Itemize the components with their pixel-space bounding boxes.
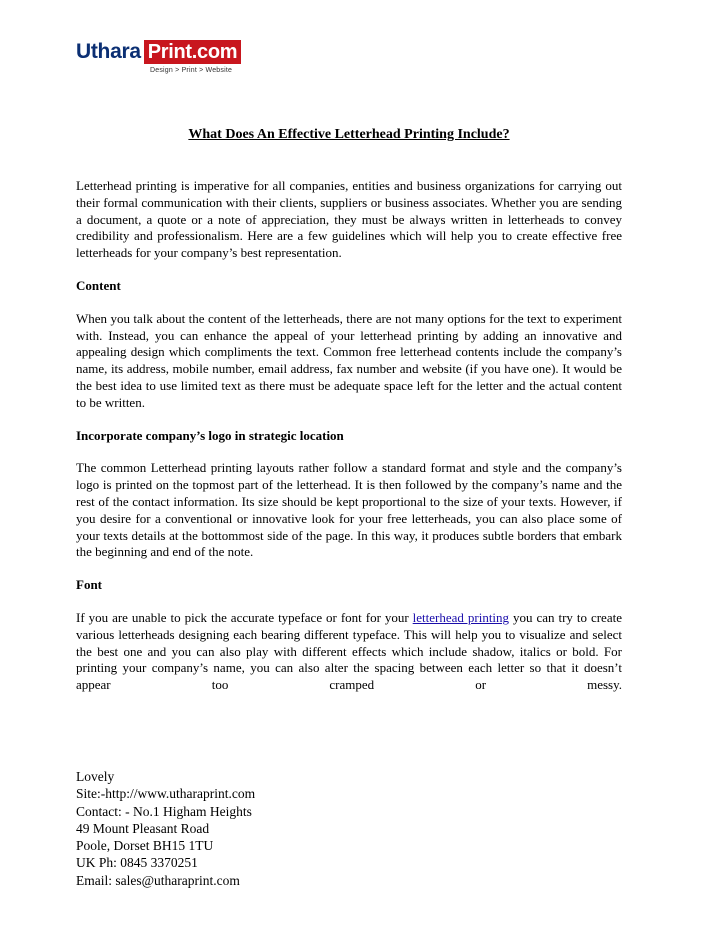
intro-paragraph: Letterhead printing is imperative for all companies, entities and business organizations for carrying out their formal communication with their clients, suppliers or business associates. Whether you are sending a document, a quote or a note of appreciation, they must be always written in letterheads to convey credibility and professionalism. Here are a few guidelines which will help you to create effective free letterheads for your company’s best representation.: [76, 178, 622, 261]
footer-line-email: Email: sales@utharaprint.com: [76, 872, 240, 888]
letterhead-printing-link[interactable]: letterhead printing: [412, 609, 510, 625]
footer-line-street: 49 Mount Pleasant Road: [76, 820, 210, 836]
section-heading-content: Content: [76, 277, 121, 293]
document-body: [76, 178, 622, 710]
logo-brand-left: Uthara: [76, 40, 141, 63]
footer-line-phone: UK Ph: 0845 3370251: [76, 855, 198, 871]
section-heading-font: Font: [76, 577, 102, 593]
logo-wordmark: [76, 40, 248, 64]
document-title: What Does An Effective Letterhead Printing Include?: [188, 127, 510, 142]
logo-tagline: Design > Print > Website: [150, 67, 233, 74]
section-body-font: [76, 610, 622, 694]
contact-footer: [76, 768, 476, 889]
font-text-after-link: you can try to create various letterheads designing each bearing different typeface. This will help you to visualize and select the best one and you can also play with different effects which include shadow, italics or bold. For printing your company’s name, you can also alter the spacing between each letter so that it doesn’t appear too cramped or messy.: [76, 609, 622, 693]
section-body-logo: The common Letterhead printing layouts rather follow a standard format and style and the company’s logo is printed on the topmost part of the letterhead. It is then followed by the company’s name and the rest of the contact information. Its size should be kept proportional to the size of your texts. However, if you desire for a conventional or innovative look for your free letterheads, you can also place some of your texts details at the bottommost side of the page. In this way, it produces subtle borders that embark the beginning and end of the note.: [76, 460, 622, 560]
footer-line-site: Site:-http://www.utharaprint.com: [76, 786, 256, 802]
company-logo: [76, 40, 248, 80]
section-body-content: When you talk about the content of the letterheads, there are not many options for the text to experiment with. Instead, you can enhance the appeal of your letterhead printing by adding an innovative and appealing design which compliments the text. Common free letterhead contents include the company’s name, its address, mobile number, email address, fax number and website (if you have one). It would be the best idea to use limited text as there must be adequate space left for the letter and the actual content to be written.: [76, 310, 622, 410]
section-heading-logo: Incorporate company’s logo in strategic location: [76, 427, 344, 443]
logo-brand-right: Print.com: [144, 40, 242, 64]
footer-line-contact: Contact: - No.1 Higham Heights: [76, 803, 252, 819]
footer-line-name: Lovely: [76, 769, 115, 784]
font-text-before-link: If you are unable to pick the accurate typeface or font for your: [76, 609, 413, 625]
footer-line-city: Poole, Dorset BH15 1TU: [76, 838, 214, 854]
